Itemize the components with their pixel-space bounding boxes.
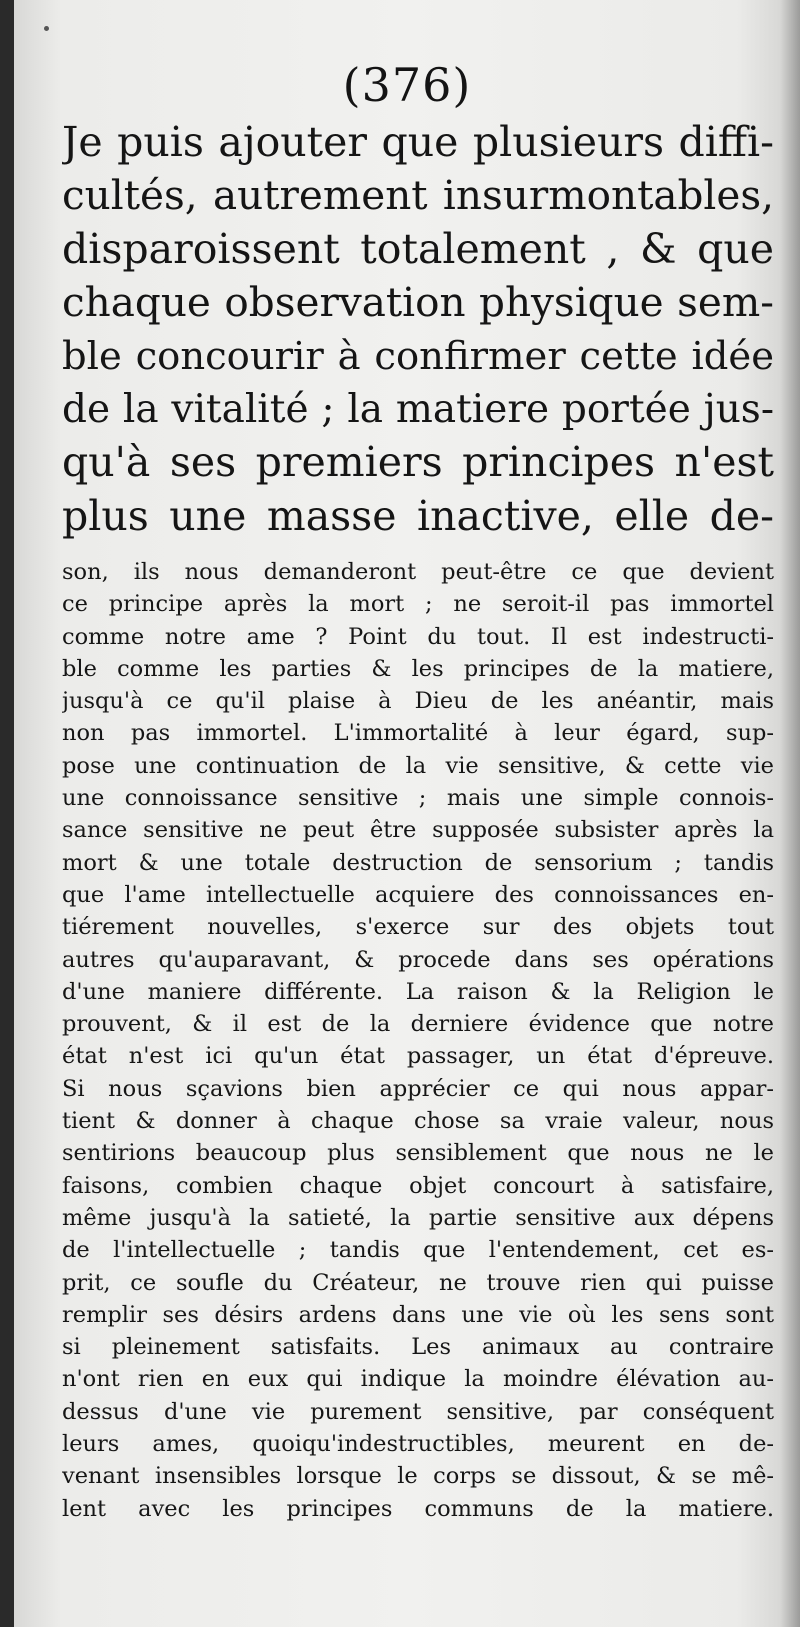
text-line: sance sensitive ne peut être supposée subsister après la <box>62 817 774 844</box>
text-line: ble comme les parties & les principes de la matiere, <box>62 655 774 682</box>
text-line: comme notre ame ? Point du tout. Il est indestructi- <box>62 623 774 650</box>
text-line: une connoissance sensitive ; mais une simple connois- <box>62 785 774 812</box>
text-line: que l'ame intellectuelle acquiere des connoissances en- <box>62 881 774 908</box>
text-line: pose une continuation de la vie sensitive, & cette vie <box>62 752 774 779</box>
text-line: même jusqu'à la satieté, la partie sensitive aux dépens <box>62 1204 774 1231</box>
text-line: de la vitalité ; la matiere portée jus- <box>62 387 774 433</box>
paper-sheet <box>14 0 800 1627</box>
text-line: plus une masse inactive, elle de- <box>62 491 774 540</box>
text-line: sentirions beaucoup plus sensiblement que nous ne le <box>62 1140 774 1167</box>
ink-speck <box>44 26 49 31</box>
text-line: autres qu'auparavant, & procede dans ses opérations <box>62 946 774 973</box>
text-line: Je puis ajouter que plusieurs diffi- <box>62 118 774 166</box>
text-line: son, ils nous demanderont peut-être ce que devient <box>62 559 774 585</box>
page-number: (376) <box>342 58 472 112</box>
text-line: cultés, autrement insurmontables, <box>62 171 774 220</box>
text-line: faisons, combien chaque objet concourt à satisfaire, <box>62 1172 774 1199</box>
text-line: non pas immortel. L'immortalité à leur égard, sup- <box>62 720 774 747</box>
text-line: leurs ames, quoiqu'indestructibles, meurent en de- <box>62 1431 774 1458</box>
text-line: Si nous sçavions bien apprécier ce qui nous appar- <box>62 1075 774 1102</box>
text-line: n'ont rien en eux qui indique la moindre élévation au- <box>62 1366 774 1393</box>
text-line: ble concourir à confirmer cette idée <box>62 333 774 379</box>
text-line: prit, ce soufle du Créateur, ne trouve rien qui puisse <box>62 1269 774 1296</box>
text-line: si pleinement satisfaits. Les animaux au contraire <box>62 1334 774 1361</box>
text-line: tient & donner à chaque chose sa vraie valeur, nous <box>62 1108 774 1135</box>
text-line: de l'intellectuelle ; tandis que l'entendement, cet es- <box>62 1237 774 1264</box>
text-line: remplir ses désirs ardens dans une vie où les sens sont <box>62 1301 774 1328</box>
text-line: d'une maniere différente. La raison & la Religion le <box>62 978 774 1005</box>
large-text-block <box>62 116 774 543</box>
text-line: lent avec les principes communs de la matiere. <box>62 1495 774 1522</box>
text-line: prouvent, & il est de la derniere évidence que notre <box>62 1011 774 1038</box>
text-line: disparoissent totalement , & que <box>62 224 774 273</box>
text-line: dessus d'une vie purement sensitive, par conséquent <box>62 1398 774 1425</box>
text-line: jusqu'à ce qu'il plaise à Dieu de les anéantir, mais <box>62 688 774 715</box>
text-line: venant insensibles lorsque le corps se dissout, & se mê- <box>62 1463 774 1490</box>
text-line: ce principe après la mort ; ne seroit-il pas immortel <box>62 591 774 618</box>
text-line: tiérement nouvelles, s'exerce sur des objets tout <box>62 914 774 941</box>
text-line: état n'est ici qu'un état passager, un état d'épreuve. <box>62 1043 774 1070</box>
text-line: qu'à ses premiers principes n'est <box>62 438 774 487</box>
binding-shadow <box>780 0 800 1627</box>
small-text-block <box>62 556 774 1525</box>
text-line: mort & une totale destruction de sensorium ; tandis <box>62 849 774 876</box>
text-line: chaque observation physique sem- <box>62 278 774 327</box>
